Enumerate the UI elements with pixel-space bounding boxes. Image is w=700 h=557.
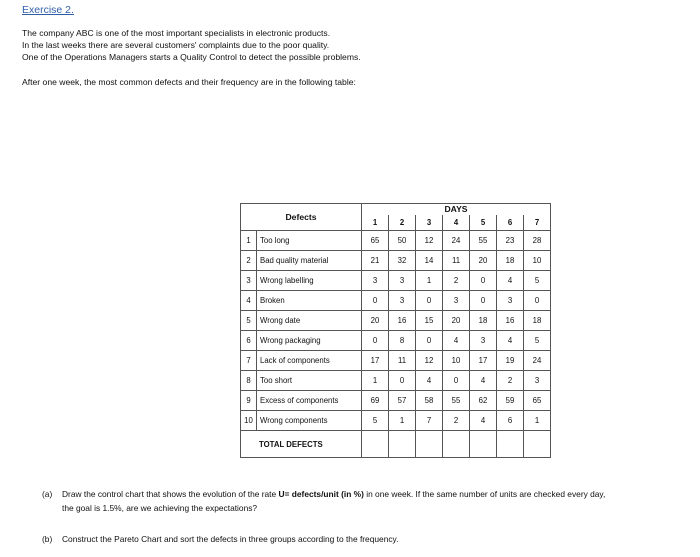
defects-header: Defects: [241, 204, 362, 231]
total-cell: [443, 431, 470, 458]
total-cell: [470, 431, 497, 458]
defect-count-cell: 1: [389, 411, 416, 431]
defect-count-cell: 8: [389, 331, 416, 351]
total-row: [241, 431, 551, 458]
table-header-row: [241, 204, 551, 215]
question-b: [42, 532, 398, 546]
defect-count-cell: 5: [524, 331, 551, 351]
table-row: [241, 271, 551, 291]
total-defects-label: TOTAL DEFECTS: [241, 431, 362, 458]
defect-count-cell: 15: [416, 311, 443, 331]
defect-count-cell: 18: [470, 311, 497, 331]
table-row: [241, 371, 551, 391]
defect-count-cell: 24: [443, 231, 470, 251]
defect-count-cell: 4: [497, 271, 524, 291]
table-row: [241, 291, 551, 311]
defect-count-cell: 65: [524, 391, 551, 411]
defect-count-cell: 4: [470, 371, 497, 391]
defect-count-cell: 0: [362, 291, 389, 311]
defect-count-cell: 3: [497, 291, 524, 311]
defects-table: [240, 203, 551, 458]
defect-count-cell: 16: [389, 311, 416, 331]
days-header: DAYS: [362, 204, 551, 215]
defect-count-cell: 0: [470, 291, 497, 311]
question-a-text-bold: U= defects/unit (in %): [278, 489, 364, 499]
defect-name: Bad quality material: [257, 251, 362, 271]
table-row: [241, 351, 551, 371]
defect-count-cell: 11: [389, 351, 416, 371]
defect-name: Broken: [257, 291, 362, 311]
defect-count-cell: 24: [524, 351, 551, 371]
defect-name: Excess of components: [257, 391, 362, 411]
defect-count-cell: 5: [524, 271, 551, 291]
row-index: 9: [241, 391, 257, 411]
row-index: 5: [241, 311, 257, 331]
defect-count-cell: 14: [416, 251, 443, 271]
defect-count-cell: 20: [470, 251, 497, 271]
question-b-label: (b): [42, 534, 53, 544]
question-a-text-post: in one week. If the same number of units are checked every day,: [363, 489, 606, 499]
defect-count-cell: 12: [416, 351, 443, 371]
defect-name: Wrong date: [257, 311, 362, 331]
defect-name: Wrong components: [257, 411, 362, 431]
defect-count-cell: 62: [470, 391, 497, 411]
defect-count-cell: 19: [497, 351, 524, 371]
day-header-cell: 4: [443, 215, 470, 231]
table-row: [241, 251, 551, 271]
defect-count-cell: 58: [416, 391, 443, 411]
row-index: 4: [241, 291, 257, 311]
defect-count-cell: 10: [443, 351, 470, 371]
defect-count-cell: 17: [470, 351, 497, 371]
exercise-title: Exercise 2.: [22, 4, 74, 16]
defect-count-cell: 0: [416, 331, 443, 351]
table-intro-text: After one week, the most common defects and their frequency are in the following table:: [22, 77, 356, 87]
table-row: [241, 311, 551, 331]
total-cell: [497, 431, 524, 458]
defect-count-cell: 3: [524, 371, 551, 391]
row-index: 2: [241, 251, 257, 271]
row-index: 6: [241, 331, 257, 351]
table-row: [241, 331, 551, 351]
defect-count-cell: 0: [362, 331, 389, 351]
intro-line: In the last weeks there are several customers' complaints due to the poor quality.: [22, 40, 330, 50]
defect-count-cell: 0: [389, 371, 416, 391]
day-header-cell: 5: [470, 215, 497, 231]
defect-count-cell: 65: [362, 231, 389, 251]
day-header-cell: 2: [389, 215, 416, 231]
defect-count-cell: 59: [497, 391, 524, 411]
question-a-text-pre: Draw the control chart that shows the evolution of the rate: [62, 489, 279, 499]
row-index: 7: [241, 351, 257, 371]
defect-name: Lack of components: [257, 351, 362, 371]
defect-count-cell: 7: [416, 411, 443, 431]
defect-count-cell: 16: [497, 311, 524, 331]
defect-count-cell: 3: [362, 271, 389, 291]
defect-count-cell: 50: [389, 231, 416, 251]
question-a-label: (a): [42, 489, 53, 499]
intro-line: One of the Operations Managers starts a Quality Control to detect the possible problems.: [22, 52, 361, 62]
total-cell: [389, 431, 416, 458]
defect-count-cell: 5: [362, 411, 389, 431]
defect-count-cell: 3: [443, 291, 470, 311]
total-cell: [524, 431, 551, 458]
row-index: 10: [241, 411, 257, 431]
defect-count-cell: 1: [524, 411, 551, 431]
defect-name: Wrong labelling: [257, 271, 362, 291]
defect-count-cell: 21: [362, 251, 389, 271]
table-row: [241, 231, 551, 251]
defect-count-cell: 57: [389, 391, 416, 411]
intro-line: The company ABC is one of the most important specialists in electronic products.: [22, 28, 331, 38]
defect-count-cell: 4: [497, 331, 524, 351]
defect-count-cell: 0: [443, 371, 470, 391]
defect-count-cell: 2: [497, 371, 524, 391]
question-b-text: Construct the Pareto Chart and sort the defects in three groups according to the frequency.: [62, 534, 399, 544]
intro-paragraph: [22, 27, 361, 63]
defect-count-cell: 0: [416, 291, 443, 311]
defect-count-cell: 0: [470, 271, 497, 291]
day-header-cell: 6: [497, 215, 524, 231]
row-index: 3: [241, 271, 257, 291]
defect-count-cell: 4: [470, 411, 497, 431]
question-a: [42, 487, 605, 515]
defect-count-cell: 4: [443, 331, 470, 351]
defect-count-cell: 23: [497, 231, 524, 251]
defect-name: Wrong packaging: [257, 331, 362, 351]
defect-count-cell: 32: [389, 251, 416, 271]
defect-count-cell: 12: [416, 231, 443, 251]
defect-count-cell: 4: [416, 371, 443, 391]
defect-count-cell: 10: [524, 251, 551, 271]
day-header-cell: 7: [524, 215, 551, 231]
defect-count-cell: 20: [362, 311, 389, 331]
row-index: 8: [241, 371, 257, 391]
defect-count-cell: 17: [362, 351, 389, 371]
defect-count-cell: 18: [524, 311, 551, 331]
defect-count-cell: 2: [443, 271, 470, 291]
defect-count-cell: 6: [497, 411, 524, 431]
defect-count-cell: 20: [443, 311, 470, 331]
defect-count-cell: 1: [416, 271, 443, 291]
defect-count-cell: 11: [443, 251, 470, 271]
defect-count-cell: 28: [524, 231, 551, 251]
defect-count-cell: 55: [443, 391, 470, 411]
row-index: 1: [241, 231, 257, 251]
day-header-cell: 1: [362, 215, 389, 231]
defect-count-cell: 3: [389, 291, 416, 311]
defect-count-cell: 55: [470, 231, 497, 251]
defect-count-cell: 0: [524, 291, 551, 311]
defect-count-cell: 18: [497, 251, 524, 271]
total-cell: [362, 431, 389, 458]
table-row: [241, 411, 551, 431]
total-cell: [416, 431, 443, 458]
defect-name: Too short: [257, 371, 362, 391]
defect-count-cell: 1: [362, 371, 389, 391]
defect-count-cell: 2: [443, 411, 470, 431]
day-header-cell: 3: [416, 215, 443, 231]
question-a-text-line2: the goal is 1.5%, are we achieving the expectations?: [62, 503, 258, 513]
defect-name: Too long: [257, 231, 362, 251]
defect-count-cell: 3: [470, 331, 497, 351]
table-row: [241, 391, 551, 411]
defect-count-cell: 3: [389, 271, 416, 291]
defect-count-cell: 69: [362, 391, 389, 411]
